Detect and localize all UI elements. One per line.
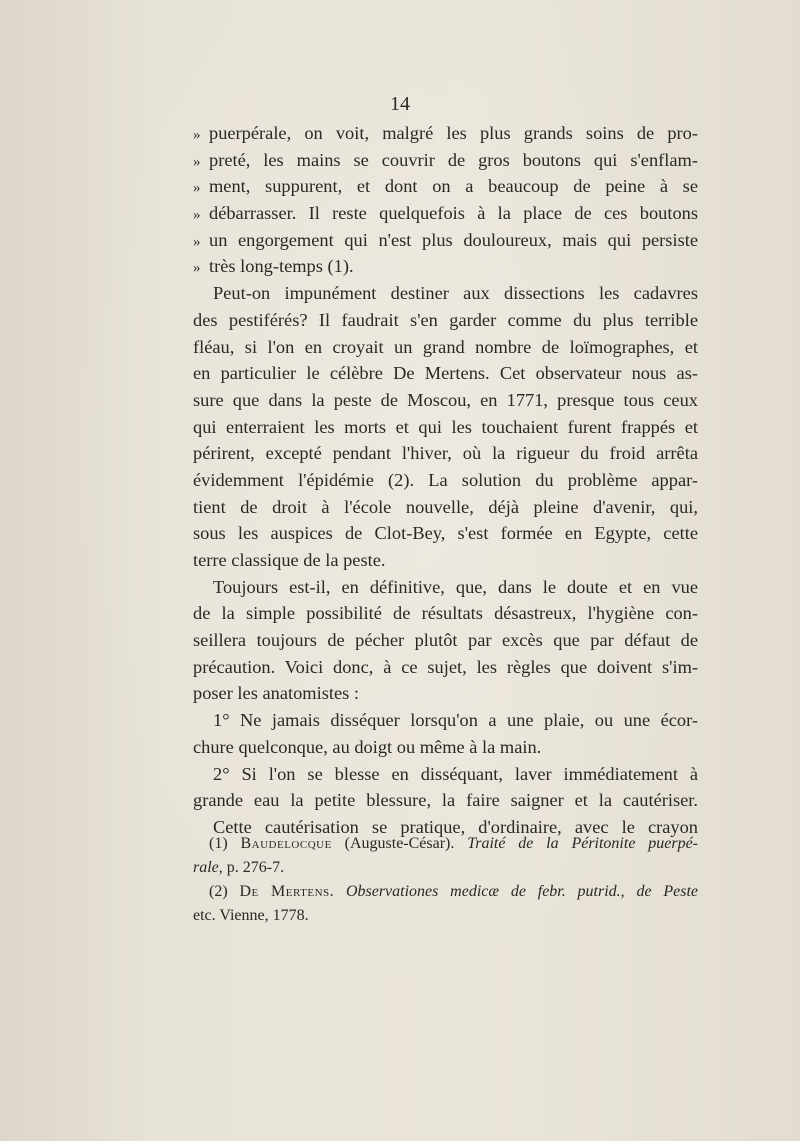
line-text: en particulier le célèbre De Mertens. Cet observateur nous as- [193, 363, 698, 384]
text-line [193, 761, 698, 788]
line-text: des pestiférés? Il faudrait s'en garder comme du plus terrible [193, 309, 698, 330]
line-text: poser les anatomistes : [193, 683, 359, 704]
text-line [193, 307, 698, 334]
line-text: 2° Si l'on se blesse en disséquant, laver immédiatement à [213, 763, 698, 784]
footnote-marker: (1) [209, 835, 228, 852]
footnote-1 [193, 832, 698, 856]
text-line [193, 494, 698, 521]
text-line [193, 120, 698, 147]
line-text: ment, suppurent, et dont on a beaucoup de peine à se [209, 176, 698, 197]
line-text: un engorgement qui n'est plus douloureux, mais qui persiste [209, 229, 698, 250]
quote-mark: » [193, 260, 201, 277]
line-text: fléau, si l'on en croyait un grand nombre de loïmographes, et [193, 336, 698, 357]
footnote-rest: etc. Vienne, 1778. [193, 907, 309, 924]
text-line [193, 600, 698, 627]
text-line [193, 627, 698, 654]
text-line [193, 147, 698, 174]
line-text: chure quelconque, au doigt ou même à la main. [193, 736, 542, 757]
text-line [193, 173, 698, 200]
text-line [193, 520, 698, 547]
line-text: terre classique de la peste. [193, 550, 386, 570]
line-text: sous les auspices de Clot-Bey, s'est formée en Egypte, cette [193, 523, 698, 544]
line-text: évidemment l'épidémie (2). La solution du problème appar- [193, 469, 698, 490]
line-text: très long-temps (1). [209, 256, 354, 277]
quote-mark: » [193, 153, 201, 170]
text-line [193, 707, 698, 734]
footnote-author: Baudelocque [240, 835, 332, 852]
line-text: qui enterraient les morts et qui les touchaient furent frappés et [193, 416, 698, 437]
text-line [193, 440, 698, 467]
text-line [193, 734, 698, 761]
text-line [193, 280, 698, 307]
footnote-author: De Mertens. [239, 883, 335, 900]
line-text: périrent, excepté pendant l'hiver, où la rigueur du froid arrêta [193, 443, 698, 464]
quote-mark: » [193, 207, 201, 224]
text-line [193, 680, 698, 707]
footnote-title-cont: rale, [193, 859, 223, 876]
text-line [193, 387, 698, 414]
footnote-1-cont [193, 856, 698, 880]
line-text: Toujours est-il, en définitive, que, dans le doute et en vue [213, 576, 698, 597]
text-line [193, 547, 698, 574]
text-line [193, 200, 698, 227]
line-text: de la simple possibilité de résultats désastreux, l'hygiène con- [193, 603, 698, 624]
line-text: tient de droit à l'école nouvelle, déjà pleine d'avenir, qui, [193, 496, 698, 517]
quote-mark: » [193, 180, 201, 197]
line-text: Cette cautérisation se pratique, d'ordinaire, avec le crayon [213, 816, 698, 837]
text-line [193, 253, 698, 280]
footnote-2 [193, 880, 698, 904]
text-line [193, 467, 698, 494]
line-text: preté, les mains se couvrir de gros boutons qui s'enflam- [209, 149, 698, 170]
footnotes [193, 832, 698, 928]
text-line [193, 654, 698, 681]
footnote-title: Traité de la Péritonite puerpé- [454, 835, 698, 852]
line-text: seillera toujours de pécher plutôt par excès que par défaut de [193, 630, 698, 651]
text-line [193, 227, 698, 254]
text-line [193, 334, 698, 361]
text-line [193, 360, 698, 387]
line-text: puerpérale, on voit, malgré les plus grands soins de pro- [209, 123, 698, 143]
text-line [193, 787, 698, 814]
line-text: Peut-on impunément destiner aux dissections les cadavres [213, 283, 698, 304]
footnote-2-cont [193, 904, 698, 928]
line-text: précaution. Voici donc, à ce sujet, les règles que doivent s'im- [193, 656, 698, 677]
line-text: grande eau la petite blessure, la faire saigner et la cautériser. [193, 790, 698, 811]
footnote-rest: p. 276-7. [222, 859, 285, 876]
line-text: 1° Ne jamais disséquer lorsqu'on a une plaie, ou une écor- [213, 710, 698, 731]
footnote-title: Observationes medicæ de febr. putrid., de Peste [334, 883, 698, 900]
text-line [193, 574, 698, 601]
body-text [193, 120, 698, 841]
footnote-author-rest: (Auguste-César). [331, 835, 455, 852]
text-line [193, 414, 698, 441]
quote-mark: » [193, 127, 201, 143]
line-text: sure que dans la peste de Moscou, en 1771, presque tous ceux [193, 389, 698, 410]
footnote-marker: (2) [209, 883, 228, 900]
line-text: débarrasser. Il reste quelquefois à la place de ces boutons [209, 203, 698, 224]
page-number: 14 [390, 93, 410, 115]
quote-mark: » [193, 233, 201, 250]
